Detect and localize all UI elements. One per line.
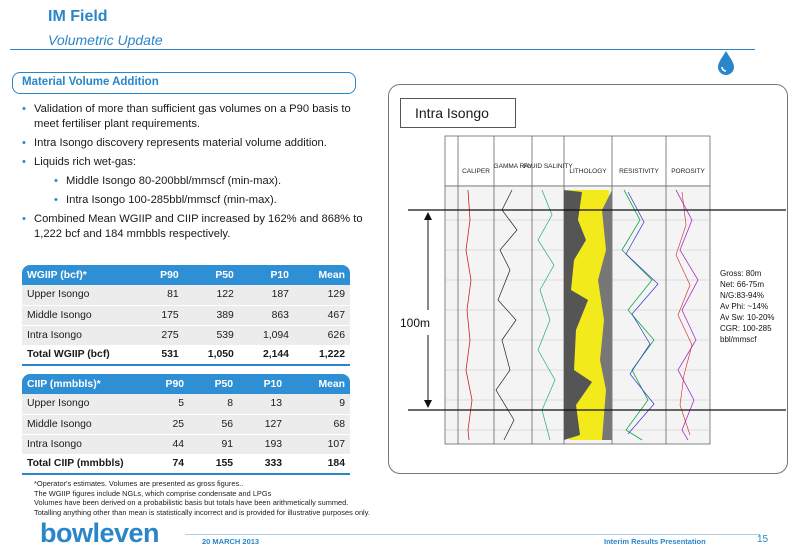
table-cell: 333: [238, 454, 287, 474]
table-cell: Total CIIP (mmbbls): [22, 454, 140, 474]
bullet-item: • Combined Mean WGIIP and CIIP increased by 162% and 868% to 1,222 bcf and 184 mmbbls respectively.: [20, 212, 365, 242]
column-header: P90: [140, 265, 184, 285]
column-header: P50: [189, 374, 238, 394]
table-cell: 539: [184, 325, 239, 345]
footnotes: [34, 479, 454, 517]
page-title: IM Field: [48, 8, 108, 25]
table-row: [22, 325, 350, 345]
log-header-band: [445, 136, 710, 186]
table-row: [22, 434, 350, 454]
table-cell: 107: [287, 434, 350, 454]
table-cell: 175: [140, 305, 184, 325]
table-header-row: [22, 265, 350, 285]
footnote-line: The WGIIP figures include NGLs, which comprise condensate and LPGs: [34, 488, 272, 498]
table-cell: 74: [140, 454, 189, 474]
table-cell: 5: [140, 394, 189, 414]
header-divider: [10, 49, 755, 50]
column-header: CIIP (mmbbls)*: [22, 374, 140, 394]
footer-date: 20 MARCH 2013: [202, 537, 260, 546]
track-header-caliper: CALIPER: [462, 168, 490, 175]
sub-bullet-item: • Intra Isongo 100-285bbl/mmscf (min-max).: [20, 193, 365, 208]
table-cell: Intra Isongo: [22, 325, 140, 345]
stat-line: N/G:83-94%: [720, 291, 765, 300]
table-total-row: [22, 454, 350, 474]
table-cell: 187: [239, 285, 294, 305]
table-cell: 127: [238, 414, 287, 434]
table-cell: 25: [140, 414, 189, 434]
well-log-figure: [392, 130, 786, 470]
bullet-list: [20, 102, 365, 246]
track-header-fluid-salinity: FLUID SALINITY: [523, 163, 573, 170]
table-cell: Upper Isongo: [22, 394, 140, 414]
stat-line: Av Phi: ~14%: [720, 302, 769, 311]
table-cell: 9: [287, 394, 350, 414]
table-cell: Middle Isongo: [22, 414, 140, 434]
table-cell: 1,050: [184, 345, 239, 365]
table-cell: Total WGIIP (bcf): [22, 345, 140, 365]
table-cell: 155: [189, 454, 238, 474]
table-cell: 184: [287, 454, 350, 474]
table-cell: 56: [189, 414, 238, 434]
page-number: 15: [757, 534, 769, 545]
column-header: WGIIP (bcf)*: [22, 265, 140, 285]
interval-label: 100m: [400, 316, 431, 330]
footnote-line: Totalling anything other than mean is statistically incorrect and is provided for illustrative purposes only.: [34, 507, 370, 517]
table-row: [22, 285, 350, 305]
bullet-item: • Liquids rich wet-gas:: [20, 155, 365, 170]
table-cell: 81: [140, 285, 184, 305]
table-cell: 626: [294, 325, 350, 345]
table-cell: 193: [238, 434, 287, 454]
section-header-label: Material Volume Addition: [22, 76, 159, 88]
arrow-head-down: [424, 400, 432, 408]
table-row: [22, 305, 350, 325]
table-cell: 2,144: [239, 345, 294, 365]
table-cell: 91: [189, 434, 238, 454]
table-cell: 44: [140, 434, 189, 454]
table-cell: Intra Isongo: [22, 434, 140, 454]
stat-line: bbl/mmscf: [720, 335, 757, 344]
well-log-tag: Intra Isongo: [400, 98, 516, 128]
table-cell: Upper Isongo: [22, 285, 140, 305]
footer-title: Interim Results Presentation: [604, 537, 706, 546]
table-cell: 68: [287, 414, 350, 434]
table-cell: 122: [184, 285, 239, 305]
table-cell: 1,094: [239, 325, 294, 345]
table-total-row: [22, 345, 350, 365]
table-row: [22, 414, 350, 434]
column-header: P50: [184, 265, 239, 285]
table-cell: 467: [294, 305, 350, 325]
stat-line: Gross: 80m: [720, 269, 762, 278]
bullet-item: • Validation of more than sufficient gas volumes on a P90 basis to meet fertiliser plant requirements.: [20, 102, 365, 132]
arrow-head-up: [424, 212, 432, 220]
table-cell: 129: [294, 285, 350, 305]
bullet-item: • Intra Isongo discovery represents material volume addition.: [20, 136, 365, 151]
track-header-gamma-ray: GAMMA RAY: [493, 163, 533, 170]
table-cell: 13: [238, 394, 287, 414]
table-cell: 531: [140, 345, 184, 365]
column-header: Mean: [287, 374, 350, 394]
track-header-resistivity: RESISTIVITY: [619, 168, 659, 175]
footnote-line: Volumes have been derived on a probabilistic basis but totals have been arithmetically summed.: [34, 498, 349, 508]
track-header-porosity: POROSITY: [671, 168, 705, 175]
sub-bullet-item: • Middle Isongo 80-200bbl/mmscf (min-max).: [20, 174, 365, 189]
footer-divider: [185, 534, 760, 535]
column-header: P10: [239, 265, 294, 285]
page-subtitle: Volumetric Update: [48, 32, 163, 48]
table-cell: 863: [239, 305, 294, 325]
ciip-table: [22, 374, 350, 475]
column-header: Mean: [294, 265, 350, 285]
table-cell: 1,222: [294, 345, 350, 365]
table-cell: 389: [184, 305, 239, 325]
column-header: P90: [140, 374, 189, 394]
stat-line: Net: 66-75m: [720, 280, 765, 289]
table-cell: Middle Isongo: [22, 305, 140, 325]
footnote-line: *Operator's estimates. Volumes are presented as gross figures..: [34, 479, 244, 488]
table-row: [22, 394, 350, 414]
table-cell: 8: [189, 394, 238, 414]
company-logo: bowleven: [40, 518, 160, 548]
stat-line: Av Sw: 10-20%: [720, 313, 775, 322]
column-header: P10: [238, 374, 287, 394]
table-cell: 275: [140, 325, 184, 345]
track-header-lithology: LITHOLOGY: [569, 168, 607, 175]
stat-line: CGR: 100-285: [720, 324, 772, 333]
water-drop-icon: [715, 50, 737, 76]
wgiip-table: [22, 265, 350, 366]
table-header-row: [22, 374, 350, 394]
